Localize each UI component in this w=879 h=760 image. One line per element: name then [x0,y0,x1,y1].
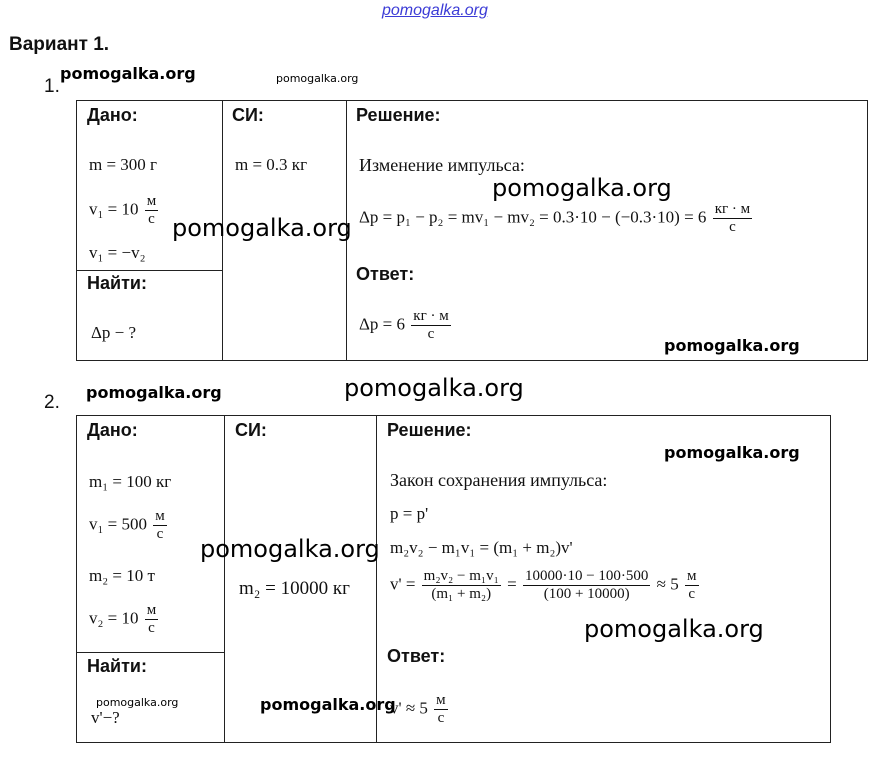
solution-formula: Δp = p₁ − p₂ = mv₁ − mv₂ = 0.3·10 − (−0.3·10) = 6 $\frac{кг \cdot м}{с}$ [359,201,751,236]
given-velocity-relation: v₁ = −v₂ [89,243,146,262]
si-header: СИ: [232,105,264,125]
find-quantity: Δp − ? [91,323,137,342]
si-header: СИ: [235,420,267,440]
given-mass-2: m₂ = 10 т [89,566,155,585]
watermark: pomogalka.org [492,174,672,202]
column-divider [224,416,225,742]
watermark: pomogalka.org [664,336,800,355]
given-mass-1: m₁ = 100 кг [89,472,172,491]
watermark: pomogalka.org [96,696,179,709]
variant-title: Вариант 1. [9,34,110,55]
row-divider [77,652,224,653]
watermark: pomogalka.org [172,214,352,242]
equation-solution: v' = $\frac{\text{m₂v₂ − m₁v₁}}{\text{(m₁ + m₂)}}$ = $\frac{10000\cdot 10 - 100\cdot 500}{(100 + 10000)}$ ≈ 5 $\frac{м}{с}$ [390,568,697,603]
watermark: pomogalka.org [664,443,800,462]
solution-text: Изменение импульса: [359,155,525,175]
watermark: pomogalka.org [584,615,764,643]
problem-1-number: 1. [44,76,60,97]
given-velocity-1: v₁ = 500 $\frac{м}{с}$ [89,508,165,543]
find-header: Найти: [87,273,147,293]
row-divider [77,270,222,271]
site-link[interactable]: pomogalka.org [382,2,488,19]
answer-value: v' ≈ 5 $\frac{м}{с}$ [390,692,446,727]
si-mass: m₂ = 10000 кг [239,578,350,599]
given-header: Дано: [87,420,138,440]
find-header: Найти: [87,656,147,676]
watermark: pomogalka.org [276,72,359,85]
problem-2-table [76,415,831,743]
watermark: pomogalka.org [86,383,222,402]
given-velocity-2: v₂ = 10 $\frac{м}{с}$ [89,602,157,637]
answer-header: Ответ: [387,646,446,666]
given-velocity-1: v₁ = 10 $\frac{м}{с}$ [89,193,157,228]
column-divider [376,416,377,742]
find-quantity: v'−? [91,708,120,727]
answer-header: Ответ: [356,264,415,284]
given-header: Дано: [87,105,138,125]
solution-header: Решение: [387,420,472,440]
si-mass: m = 0.3 кг [235,155,308,174]
solution-header: Решение: [356,105,441,125]
watermark: pomogalka.org [260,695,396,714]
equation-expanded: m₂v₂ − m₁v₁ = (m₁ + m₂)v' [390,538,573,557]
watermark: pomogalka.org [344,374,524,402]
given-mass: m = 300 г [89,155,158,174]
equation-conservation: p = p' [390,504,429,523]
watermark: pomogalka.org [200,535,380,563]
solution-text: Закон сохранения импульса: [390,470,608,490]
watermark: pomogalka.org [60,64,196,83]
answer-value: Δp = 6 $\frac{кг \cdot м}{с}$ [359,308,449,343]
problem-2-number: 2. [44,392,60,413]
